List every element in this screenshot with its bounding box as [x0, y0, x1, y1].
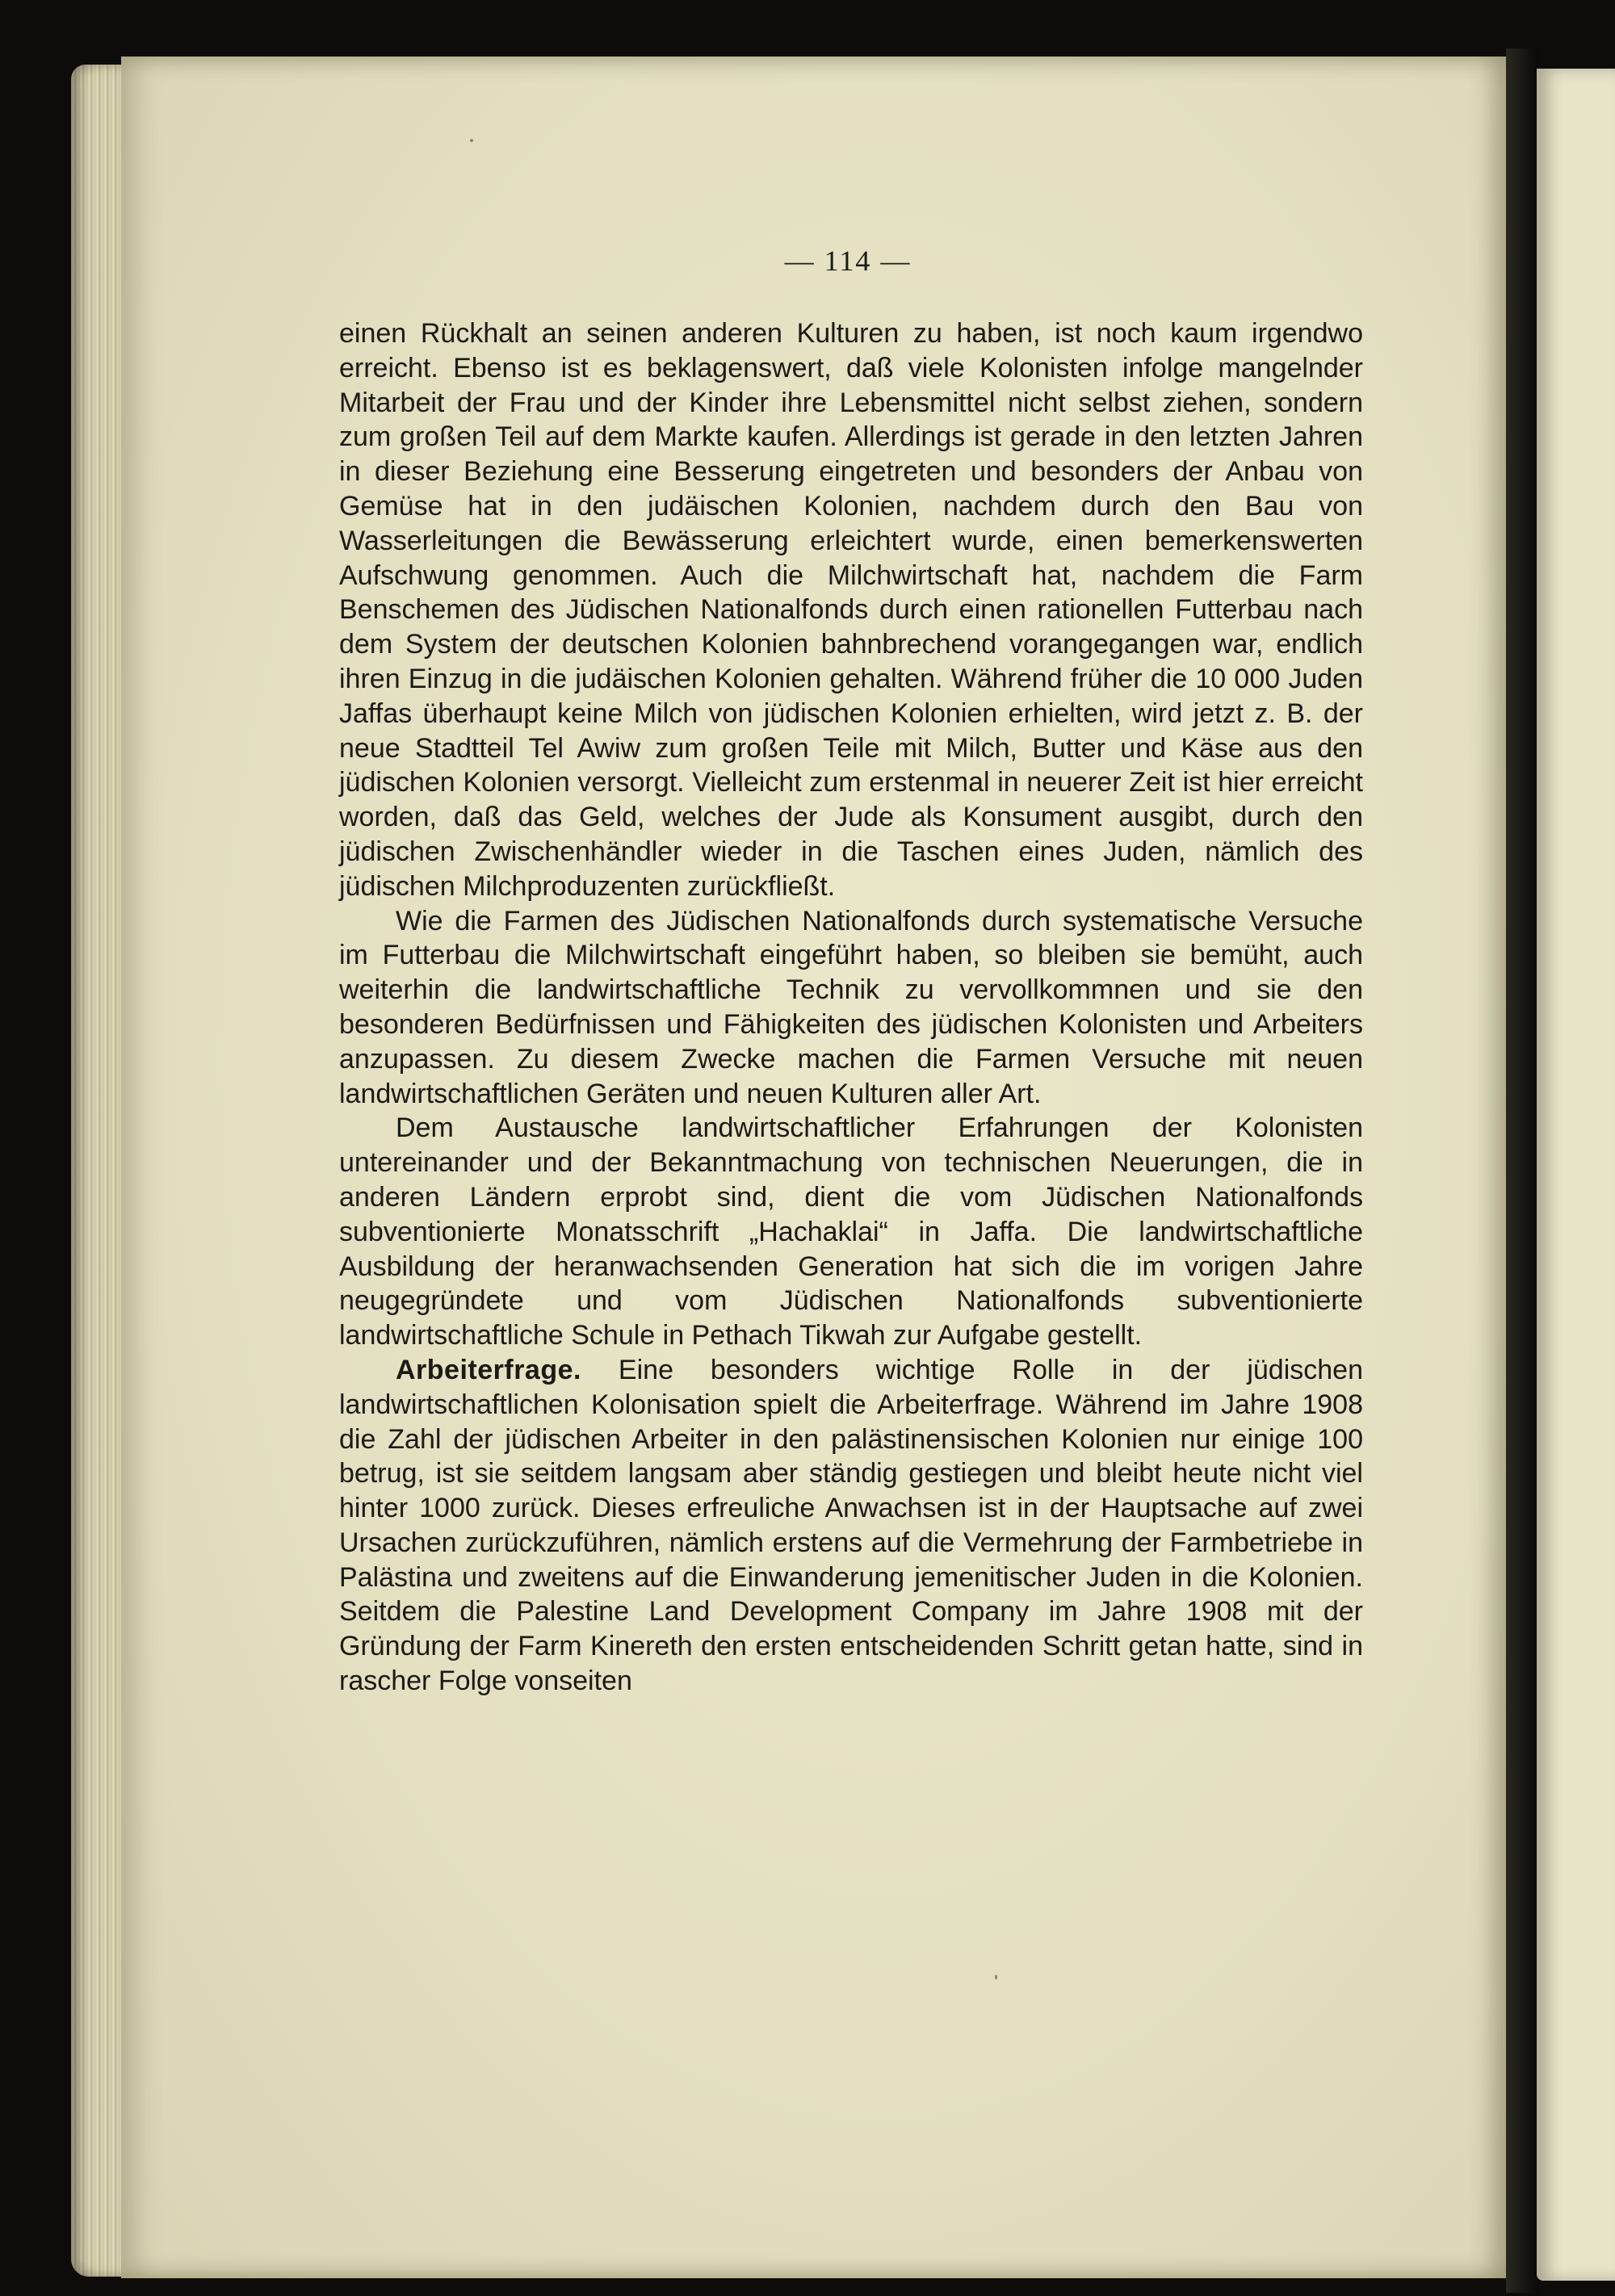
paragraph-text: einen Rückhalt an seinen anderen Kulturen zu haben, ist noch kaum irgendwo erreicht. Ebenso ist es beklagenswert, daß viele Kolonisten infolge mangelnder Mitarbeit der Frau und der Kinder ihre Lebensmittel nicht selbst ziehen, sondern zum großen Teil auf dem Markte kaufen. Allerdings ist gerade in den letzten Jahren in dieser Beziehung eine Besserung eingetreten und besonders der Anbau von Gemüse hat in den judäischen Kolonien, nachdem durch den Bau von Wasserleitungen die Bewässerung erleichtert wurde, einen bemerkenswerten Aufschwung genommen. Auch die Milchwirtschaft hat, nachdem die Farm Benschemen des Jüdischen Nationalfonds durch einen rationellen Futterbau nach dem System der deutschen Kolonien bahnbrechend vorangegangen war, endlich ihren Einzug in die judäischen Kolonien gehalten. Während früher die 10 000 Juden Jaffas überhaupt keine Milch von jüdischen Kolonien erhielten, wird jetzt z. B. der neue Stadtteil Tel Awiw zum großen Teile mit Milch, Butter und Käse aus den jüdischen Kolonien versorgt. Vielleicht zum erstenmal in neuerer Zeit ist hier erreicht worden, daß das Geld, welches der Jude als Konsument ausgibt, durch den jüdischen Zwischenhändler wieder in die Taschen eines Juden, nämlich des jüdischen Milchproduzenten zurückfließt.	[339, 318, 1363, 902]
paragraph	[339, 904, 1363, 1112]
body-text	[339, 316, 1363, 1699]
paragraph-text: Dem Austausche landwirtschaftlicher Erfahrungen der Kolonisten untereinander und der Bekanntmachung von technischen Neuerungen, die in anderen Ländern erprobt sind, dient die vom Jüdischen Nationalfonds subventionierte Monatsschrift „Hachaklai“ in Jaffa. Die landwirtschaftliche Ausbildung der heranwachsenden Generation hat sich die im vorigen Jahre neugegründete und vom Jüdischen Nationalfonds subventionierte landwirtschaftliche Schule in Pethach Tikwah zur Aufgabe gestellt.	[339, 1112, 1363, 1351]
paragraph-text: Wie die Farmen des Jüdischen Nationalfonds durch systematische Versuche im Futterbau die Milchwirtschaft eingeführt haben, so bleiben sie bemüht, auch weiterhin die landwirtschaftliche Technik zu vervollkommnen und sie den besonderen Bedürfnissen und Fähigkeiten des jüdischen Kolonisten und Arbeiters anzupassen. Zu diesem Zwecke machen die Farmen Versuche mit neuen landwirtschaftlichen Geräten und neuen Kulturen aller Art.	[339, 905, 1363, 1109]
paragraph	[339, 316, 1363, 904]
facing-page-edge	[1537, 69, 1615, 2281]
paragraph-text: Eine besonders wichtige Rolle in der jüdischen landwirtschaftlichen Kolonisation spielt die Arbeiterfrage. Während im Jahre 1908 die Zahl der jüdischen Arbeiter in den palästinensischen Kolonien nur einige 100 betrug, ist sie seitdem langsam aber ständig gestiegen und bleibt heute nicht viel hinter 1000 zurück. Dieses erfreuliche Anwachsen ist in der Hauptsache auf zwei Ursachen zurückzuführen, nämlich erstens auf die Vermehrung der Farmbetriebe in Palästina und zweitens auf die Einwanderung jemenitischer Juden in die Kolonien. Seitdem die Palestine Land Development Company im Jahre 1908 mit der Gründung der Farm Kinereth den ersten entscheidenden Schritt getan hatte, sind in rascher Folge vonseiten	[339, 1354, 1363, 1697]
paragraph	[339, 1111, 1363, 1353]
paper-speck	[470, 139, 473, 142]
book-gutter	[1506, 48, 1538, 2293]
paragraph	[339, 1353, 1363, 1699]
run-in-heading: Arbeiterfrage.	[396, 1354, 581, 1385]
paper-speck	[995, 1975, 997, 1980]
page-number: — 114 —	[784, 245, 912, 277]
